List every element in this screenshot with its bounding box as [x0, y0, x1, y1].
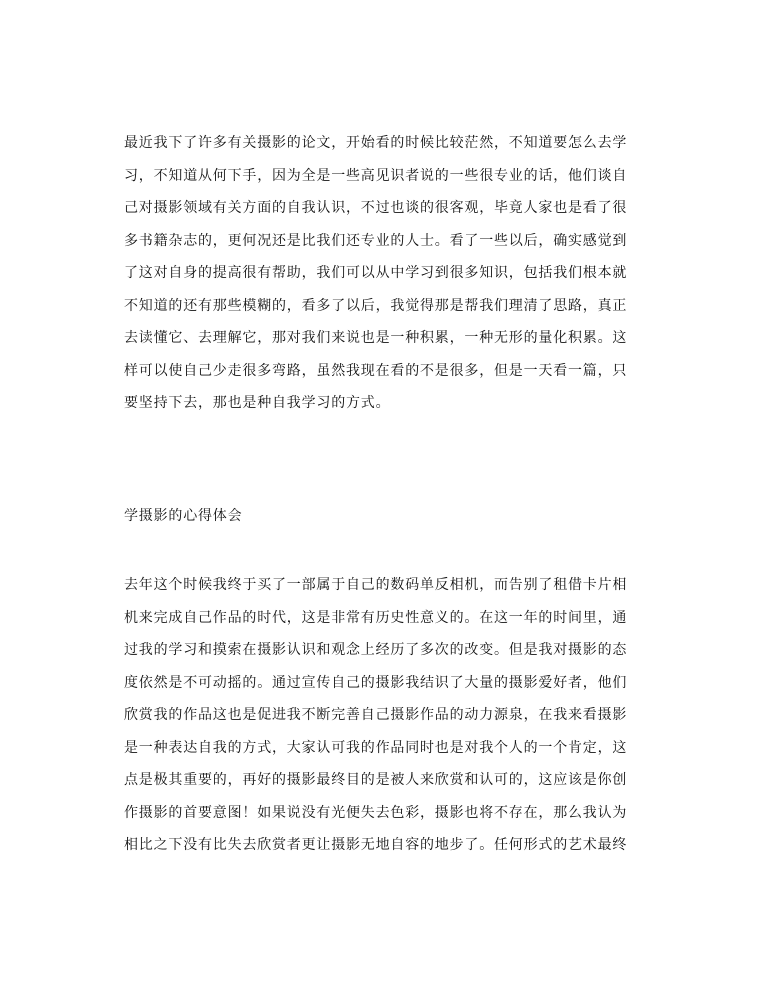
paragraph-line: 要坚持下去，那也是种自我学习的方式。	[124, 395, 391, 411]
paragraph-line: 去年这个时候我终于买了一部属于自己的数码单反相机，而告别了租借卡片相	[124, 577, 628, 593]
paragraph-2	[118, 569, 658, 862]
paragraph-line: 样可以使自己少走很多弯路，虽然我现在看的不是很多，但是一天看一篇，只	[124, 362, 628, 379]
paragraph-line: 不知道的还有那些模糊的，看多了以后，我觉得那是帮我们理清了思路，真正	[124, 297, 628, 314]
paragraph-line: 多书籍杂志的，更何况还是比我们还专业的人士。看了一些以后，确实感觉到	[124, 232, 628, 249]
paragraph-line: 是一种表达自我的方式，大家认可我的作品同时也是对我个人的一个肯定，这	[124, 739, 628, 756]
paragraph-line: 过我的学习和摸索在摄影认识和观念上经历了多次的改变。但是我对摄影的态	[124, 642, 628, 658]
section-heading-text: 学摄影的心得体会	[124, 508, 243, 524]
paragraph-line: 己对摄影领域有关方面的自我认识，不过也谈的很客观，毕竟人家也是看了很	[124, 200, 628, 216]
paragraph-1	[118, 127, 658, 420]
paragraph-line: 最近我下了许多有关摄影的论文，开始看的时候比较茫然，不知道要怎么去学	[124, 135, 628, 151]
paragraph-line: 习，不知道从何下手，因为全是一些高见识者说的一些很专业的话，他们谈自	[124, 167, 628, 184]
paragraph-line: 欣赏我的作品这也是促进我不断完善自己摄影作品的动力源泉，在我来看摄影	[124, 707, 628, 723]
paragraph-line: 相比之下没有比失去欣赏者更让摄影无地自容的地步了。任何形式的艺术最终	[124, 837, 628, 853]
paragraph-line: 机来完成自己作品的时代，这是非常有历史性意义的。在这一年的时间里，通	[124, 609, 628, 626]
paragraph-line: 去读懂它、去理解它，那对我们来说也是一种积累，一种无形的量化积累。这	[124, 330, 628, 346]
paragraph-line: 作摄影的首要意图！如果说没有光便失去色彩，摄影也将不存在，那么我认为	[124, 804, 628, 821]
paragraph-line: 了这对自身的提高很有帮助，我们可以从中学习到很多知识，包括我们根本就	[124, 265, 628, 281]
section-heading	[118, 500, 658, 533]
paragraph-line: 点是极其重要的，再好的摄影最终目的是被人来欣赏和认可的，这应该是你创	[124, 772, 628, 788]
paragraph-line: 度依然是不可动摇的。通过宣传自己的摄影我结识了大量的摄影爱好者，他们	[124, 674, 628, 691]
